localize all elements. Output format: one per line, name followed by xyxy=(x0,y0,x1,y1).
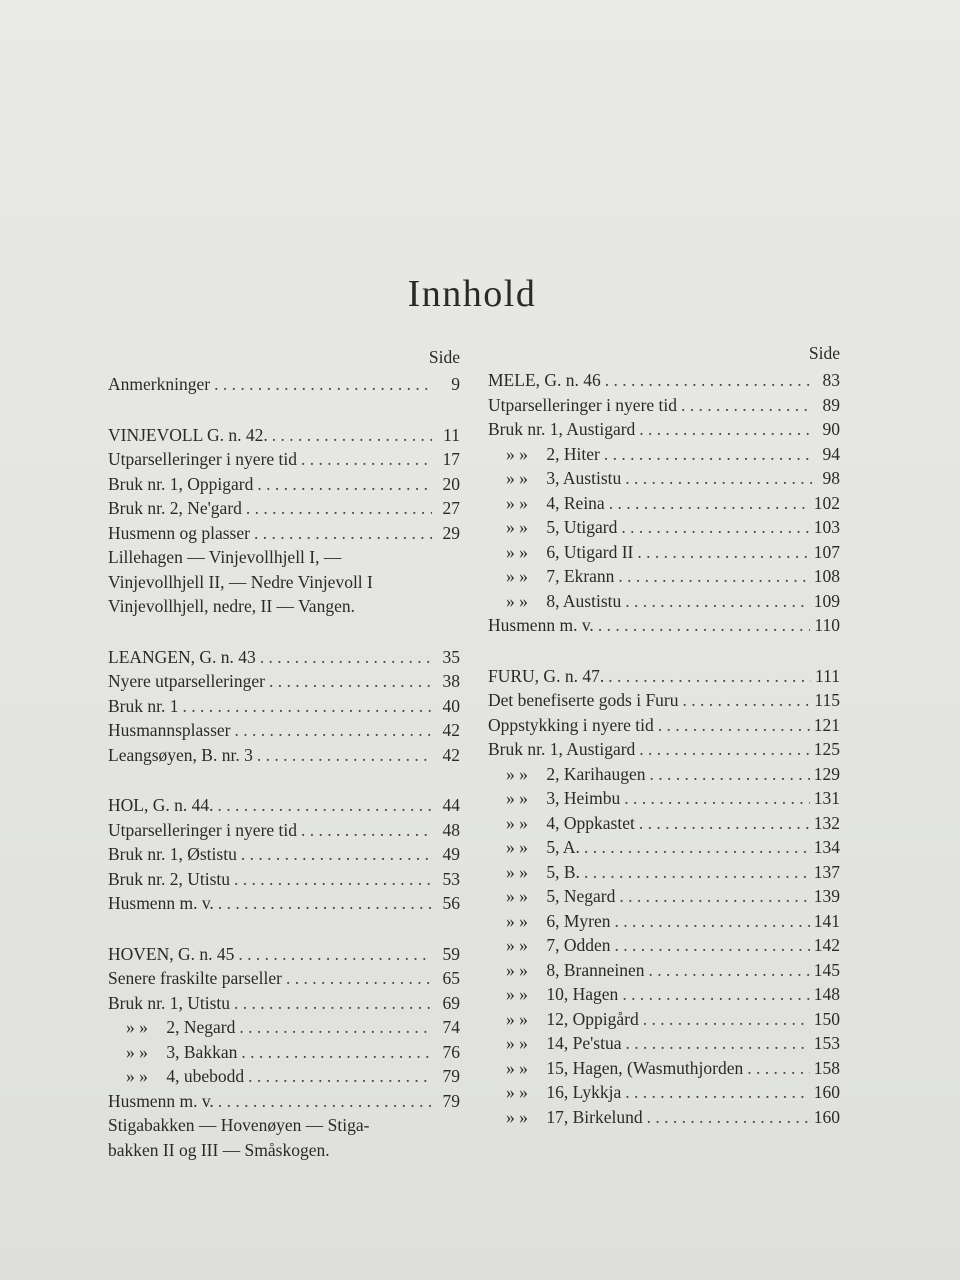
ditto-mark: » » xyxy=(506,541,528,562)
dot-leader xyxy=(625,589,809,614)
toc-entry xyxy=(488,540,840,565)
dot-leader xyxy=(301,818,432,843)
toc-page-number: 145 xyxy=(813,959,840,980)
toc-entry-label: Anmerkninger xyxy=(108,374,211,394)
toc-entry xyxy=(488,515,840,540)
toc-page-number: 98 xyxy=(822,468,840,488)
toc-entry-label: Leangsøyen, B. nr. 3 xyxy=(108,744,253,765)
dot-leader xyxy=(254,521,432,546)
toc-page-number: 107 xyxy=(813,541,840,562)
toc-entry-label xyxy=(488,884,615,909)
toc-entry xyxy=(488,811,840,836)
toc-entry xyxy=(488,713,840,738)
toc-page-number: 115 xyxy=(814,690,840,710)
toc-section xyxy=(108,423,460,619)
toc-entry-label: Utparselleringer i nyere tid xyxy=(108,819,298,840)
dot-leader xyxy=(217,793,432,818)
toc-page-number: 27 xyxy=(442,498,460,518)
toc-page-number: 53 xyxy=(442,868,460,889)
toc-page-number: 59 xyxy=(442,943,460,964)
toc-note-line: bakken II og III — Småskogen. xyxy=(108,1139,330,1160)
toc-entry-label xyxy=(488,491,605,516)
toc-entry-text: 12, Oppigård xyxy=(546,1008,639,1029)
toc-entry xyxy=(108,372,460,397)
toc-entry-label: Husmenn m. v. xyxy=(108,1090,214,1111)
toc-entry-text: 3, Bakkan xyxy=(166,1041,238,1062)
toc-entry-label xyxy=(488,515,617,540)
toc-note-line: Stigabakken — Hovenøyen — Stiga- xyxy=(108,1115,370,1135)
dot-leader xyxy=(615,933,810,958)
toc-page-number: 42 xyxy=(442,720,460,740)
toc-page-number: 102 xyxy=(813,492,840,513)
toc-page-number: 160 xyxy=(813,1106,840,1127)
toc-entry xyxy=(488,762,840,787)
toc-page-number: 110 xyxy=(814,615,840,635)
toc-entry xyxy=(488,393,840,418)
toc-entry xyxy=(108,472,460,497)
toc-entry-label: Bruk nr. 1 xyxy=(108,695,179,716)
toc-entry xyxy=(488,737,840,762)
toc-page-number: 9 xyxy=(451,374,460,394)
toc-page-number: 29 xyxy=(442,522,460,543)
toc-entry-label: LEANGEN, G. n. 43 xyxy=(108,646,256,667)
toc-page-number: 111 xyxy=(815,665,840,686)
dot-leader xyxy=(683,688,811,713)
toc-page-number: 148 xyxy=(813,984,840,1004)
dot-leader xyxy=(241,1040,432,1065)
toc-page-number: 11 xyxy=(443,424,460,445)
toc-entry-text: 5, Negard xyxy=(546,886,616,906)
toc-entry-label: Husmenn m. v. xyxy=(488,615,594,635)
toc-right-column xyxy=(488,338,840,1155)
toc-page-number: 160 xyxy=(813,1082,840,1102)
toc-entry xyxy=(108,496,460,521)
ditto-mark: » » xyxy=(506,517,528,537)
toc-entry xyxy=(488,933,840,958)
ditto-mark: » » xyxy=(506,959,528,980)
toc-entry-text: 4, Reina xyxy=(546,492,605,513)
toc-entry-text: 8, Branneinen xyxy=(546,959,645,980)
dot-leader xyxy=(248,1064,432,1089)
toc-entry-text: 5, A. xyxy=(546,837,580,857)
toc-page-number: 150 xyxy=(813,1008,840,1029)
page-title: Innhold xyxy=(407,273,537,315)
dot-leader xyxy=(584,835,810,860)
toc-entry xyxy=(488,1031,840,1056)
toc-entry-label: Det benefiserte gods i Furu xyxy=(488,690,679,710)
toc-entry xyxy=(488,442,840,467)
toc-entry-text: 7, Odden xyxy=(546,935,611,955)
ditto-mark: » » xyxy=(506,935,528,955)
toc-entry-label: FURU, G. n. 47. xyxy=(488,665,605,686)
ditto-mark: » » xyxy=(506,1008,528,1029)
toc-page-number: 94 xyxy=(822,443,840,464)
dot-leader xyxy=(260,645,432,670)
side-column-header: Side xyxy=(808,343,840,363)
dot-leader xyxy=(622,982,809,1007)
dot-leader xyxy=(218,891,432,916)
toc-entry-label xyxy=(108,1040,237,1065)
dot-leader xyxy=(747,1056,810,1081)
toc-entry xyxy=(488,664,840,689)
dot-leader xyxy=(605,368,812,393)
dot-leader xyxy=(647,1105,810,1130)
dot-leader xyxy=(625,1080,810,1105)
toc-entry xyxy=(108,645,460,670)
toc-entry-label: Utparselleringer i nyere tid xyxy=(488,394,678,415)
toc-entry-text: 14, Pe'stua xyxy=(546,1033,622,1053)
ditto-mark: » » xyxy=(126,1041,148,1062)
dot-leader xyxy=(257,472,432,497)
toc-page-number: 139 xyxy=(813,886,840,906)
toc-entry xyxy=(488,688,840,713)
toc-page-number: 69 xyxy=(442,992,460,1013)
toc-entry xyxy=(488,786,840,811)
toc-entry-label xyxy=(488,958,645,983)
toc-entry-label: Bruk nr. 1, Utistu xyxy=(108,992,231,1013)
dot-leader xyxy=(625,466,812,491)
toc-entry xyxy=(108,818,460,843)
toc-entry xyxy=(108,521,460,546)
toc-section xyxy=(108,372,460,397)
toc-page-number: 38 xyxy=(442,671,460,691)
dot-leader xyxy=(218,1089,432,1114)
toc-entry-label: Nyere utparselleringer xyxy=(108,671,265,691)
toc-page-number: 125 xyxy=(813,739,840,759)
toc-section xyxy=(108,942,460,1163)
toc-page-number: 48 xyxy=(442,819,460,840)
toc-note-line: Lillehagen — Vinjevollhjell I, — xyxy=(108,547,342,567)
toc-entry xyxy=(108,1064,460,1089)
ditto-mark: » » xyxy=(506,1106,528,1127)
toc-page-number: 49 xyxy=(442,844,460,864)
toc-entry xyxy=(108,718,460,743)
toc-entry xyxy=(108,743,460,768)
toc-entry xyxy=(108,1015,460,1040)
toc-entry-text: 4, Oppkastet xyxy=(546,812,635,833)
toc-entry xyxy=(488,982,840,1007)
toc-page-number: 74 xyxy=(442,1017,460,1037)
toc-entry-label: VINJEVOLL G. n. 42. xyxy=(108,424,268,445)
toc-entry-label xyxy=(488,540,633,565)
ditto-mark: » » xyxy=(506,861,528,882)
toc-entry-text: 6, Myren xyxy=(546,910,611,931)
toc-entry xyxy=(108,694,460,719)
toc-entry xyxy=(108,942,460,967)
dot-leader xyxy=(234,718,432,743)
toc-page-number: 35 xyxy=(442,646,460,667)
ditto-mark: » » xyxy=(506,763,528,784)
toc-entry xyxy=(488,613,840,638)
ditto-mark: » » xyxy=(126,1017,148,1037)
toc-page-number: 56 xyxy=(442,893,460,913)
toc-page-number: 65 xyxy=(442,968,460,988)
dot-leader xyxy=(643,1007,810,1032)
toc-entry-label xyxy=(488,442,600,467)
toc-section xyxy=(488,664,840,1130)
dot-leader xyxy=(621,515,809,540)
toc-entry-label xyxy=(488,1080,621,1105)
toc-page-number: 108 xyxy=(813,566,840,586)
toc-entry-label xyxy=(488,860,580,885)
toc-entry xyxy=(488,909,840,934)
toc-page-number: 44 xyxy=(442,795,460,815)
toc-entry-label xyxy=(488,933,611,958)
ditto-mark: » » xyxy=(506,566,528,586)
dot-leader xyxy=(246,496,432,521)
toc-entry-label xyxy=(108,1064,244,1089)
ditto-mark: » » xyxy=(506,590,528,611)
ditto-mark: » » xyxy=(506,468,528,488)
toc-note-line: Vinjevollhjell, nedre, II — Vangen. xyxy=(108,596,355,616)
toc-page-number: 109 xyxy=(813,590,840,611)
toc-entry-label: Bruk nr. 2, Utistu xyxy=(108,868,231,889)
toc-page-number: 142 xyxy=(813,935,840,955)
toc-entry xyxy=(488,835,840,860)
toc-page-number: 79 xyxy=(442,1090,460,1111)
dot-leader xyxy=(609,491,810,516)
toc-entry xyxy=(488,884,840,909)
dot-leader xyxy=(214,372,432,397)
toc-entry xyxy=(488,1105,840,1130)
toc-entry-label: Bruk nr. 1, Østistu xyxy=(108,844,237,864)
toc-entry-label: Bruk nr. 2, Ne'gard xyxy=(108,498,242,518)
toc-page-number: 131 xyxy=(813,788,840,808)
toc-entry-text: 15, Hagen, (Wasmuthjorden xyxy=(546,1057,744,1078)
toc-entry xyxy=(488,466,840,491)
toc-entry-text: 7, Ekrann xyxy=(546,566,615,586)
toc-entry xyxy=(488,417,840,442)
toc-entry-label xyxy=(488,1056,743,1081)
toc-entry-label xyxy=(488,909,611,934)
ditto-mark: » » xyxy=(506,492,528,513)
toc-entry xyxy=(488,1056,840,1081)
dot-leader xyxy=(239,1015,432,1040)
toc-entry-text: 17, Birkelund xyxy=(546,1106,643,1127)
toc-entry xyxy=(108,867,460,892)
toc-page-number: 89 xyxy=(822,394,840,415)
dot-leader xyxy=(241,842,432,867)
toc-page-number: 137 xyxy=(813,861,840,882)
ditto-mark: » » xyxy=(506,837,528,857)
toc-page-number: 129 xyxy=(813,763,840,784)
dot-leader xyxy=(658,713,810,738)
dot-leader xyxy=(618,564,809,589)
toc-note-line: Vinjevollhjell II, — Nedre Vinjevoll I xyxy=(108,571,373,592)
toc-entry xyxy=(108,991,460,1016)
toc-entry-label: Bruk nr. 1, Austigard xyxy=(488,739,636,759)
toc-entry xyxy=(488,958,840,983)
toc-entry xyxy=(488,1007,840,1032)
dot-leader xyxy=(624,786,809,811)
toc-section xyxy=(108,645,460,768)
toc-entry xyxy=(108,842,460,867)
toc-entry-text: 3, Heimbu xyxy=(546,788,621,808)
toc-entry-text: 10, Hagen xyxy=(546,984,619,1004)
dot-leader xyxy=(649,958,810,983)
toc-page-number: 103 xyxy=(813,517,840,537)
dot-leader xyxy=(272,423,432,448)
toc-entry-label: Husmenn og plasser xyxy=(108,522,250,543)
dot-leader xyxy=(637,540,809,565)
toc-entry xyxy=(108,793,460,818)
dot-leader xyxy=(639,737,809,762)
toc-entry xyxy=(108,423,460,448)
dot-leader xyxy=(257,743,432,768)
toc-entry-text: 2, Karihaugen xyxy=(546,763,646,784)
dot-leader xyxy=(615,909,810,934)
toc-entry-label: Senere fraskilte parseller xyxy=(108,968,282,988)
dot-leader xyxy=(238,942,432,967)
toc-page-number: 121 xyxy=(813,714,840,735)
toc-entry xyxy=(108,966,460,991)
toc-entry xyxy=(488,1080,840,1105)
toc-page-number: 158 xyxy=(813,1057,840,1078)
dot-leader xyxy=(183,694,433,719)
dot-leader xyxy=(598,613,811,638)
toc-page-number: 141 xyxy=(813,910,840,931)
dot-leader xyxy=(286,966,432,991)
toc-entry-text: 5, B. xyxy=(546,861,580,882)
toc-entry-label: HOVEN, G. n. 45 xyxy=(108,943,235,964)
ditto-mark: » » xyxy=(506,910,528,931)
toc-entry-text: 2, Hiter xyxy=(546,443,600,464)
dot-leader xyxy=(650,762,810,787)
toc-entry-text: 16, Lykkja xyxy=(546,1082,622,1102)
toc-entry xyxy=(108,1089,460,1114)
dot-leader xyxy=(619,884,809,909)
ditto-mark: » » xyxy=(506,443,528,464)
toc-entry-label: Bruk nr. 1, Austigard xyxy=(488,419,636,439)
toc-page-number: 83 xyxy=(822,370,840,390)
toc-page-number: 153 xyxy=(813,1033,840,1053)
ditto-mark: » » xyxy=(506,1057,528,1078)
toc-section xyxy=(488,368,840,638)
ditto-mark: » » xyxy=(126,1066,148,1086)
toc-section xyxy=(108,793,460,916)
toc-entry-label: Husmannsplasser xyxy=(108,720,231,740)
toc-entry-label xyxy=(488,589,621,614)
toc-entry-label: MELE, G. n. 46 xyxy=(488,370,601,390)
toc-entry-label xyxy=(488,466,621,491)
dot-leader xyxy=(639,417,812,442)
ditto-mark: » » xyxy=(506,788,528,808)
dot-leader xyxy=(639,811,810,836)
toc-left-column xyxy=(108,342,460,1188)
toc-page-number: 132 xyxy=(813,812,840,833)
toc-page-number: 20 xyxy=(442,473,460,494)
dot-leader xyxy=(301,447,432,472)
toc-entry-text: 5, Utigard xyxy=(546,517,618,537)
toc-entry-text: 3, Austistu xyxy=(546,468,622,488)
ditto-mark: » » xyxy=(506,886,528,906)
toc-page-number: 134 xyxy=(813,837,840,857)
ditto-mark: » » xyxy=(506,984,528,1004)
toc-entry-label: Husmenn m. v. xyxy=(108,893,214,913)
toc-entry-label: HOL, G. n. 44. xyxy=(108,795,214,815)
dot-leader xyxy=(608,664,811,689)
toc-entry xyxy=(488,860,840,885)
toc-entry-label: Oppstykking i nyere tid xyxy=(488,714,654,735)
toc-entry xyxy=(108,669,460,694)
dot-leader xyxy=(269,669,432,694)
toc-page-number: 79 xyxy=(442,1066,460,1086)
toc-entry-label xyxy=(488,811,635,836)
toc-entry-text: 2, Negard xyxy=(166,1017,236,1037)
toc-page-number: 17 xyxy=(442,449,460,469)
toc-entry-label xyxy=(488,786,620,811)
toc-page-number: 42 xyxy=(442,744,460,765)
toc-page-number: 40 xyxy=(442,695,460,716)
toc-entry xyxy=(488,368,840,393)
toc-entry xyxy=(488,491,840,516)
toc-entry-label xyxy=(488,1031,621,1056)
toc-entry xyxy=(108,1040,460,1065)
toc-entry xyxy=(108,447,460,472)
toc-entry-label: Utparselleringer i nyere tid xyxy=(108,449,298,469)
toc-entry-label xyxy=(488,1105,643,1130)
dot-leader xyxy=(234,867,432,892)
ditto-mark: » » xyxy=(506,1082,528,1102)
dot-leader xyxy=(681,393,812,418)
toc-entry-label: Bruk nr. 1, Oppigard xyxy=(108,473,254,494)
toc-entry-label xyxy=(108,1015,235,1040)
toc-entry-text: 4, ubebodd xyxy=(166,1066,245,1086)
toc-entry xyxy=(108,891,460,916)
toc-entry-label xyxy=(488,1007,639,1032)
toc-page-number: 76 xyxy=(442,1041,460,1062)
ditto-mark: » » xyxy=(506,1033,528,1053)
dot-leader xyxy=(625,1031,809,1056)
dot-leader xyxy=(584,860,810,885)
toc-entry xyxy=(488,589,840,614)
toc-entry-label xyxy=(488,835,580,860)
side-column-header: Side xyxy=(428,347,460,367)
dot-leader xyxy=(604,442,812,467)
toc-entry-label xyxy=(488,564,614,589)
toc-entry-label xyxy=(488,982,618,1007)
toc-entry-label xyxy=(488,762,646,787)
toc-page-number: 90 xyxy=(822,419,840,439)
toc-entry xyxy=(488,564,840,589)
dot-leader xyxy=(234,991,432,1016)
ditto-mark: » » xyxy=(506,812,528,833)
toc-entry-text: 8, Austistu xyxy=(546,590,622,611)
toc-entry-text: 6, Utigard II xyxy=(546,541,634,562)
